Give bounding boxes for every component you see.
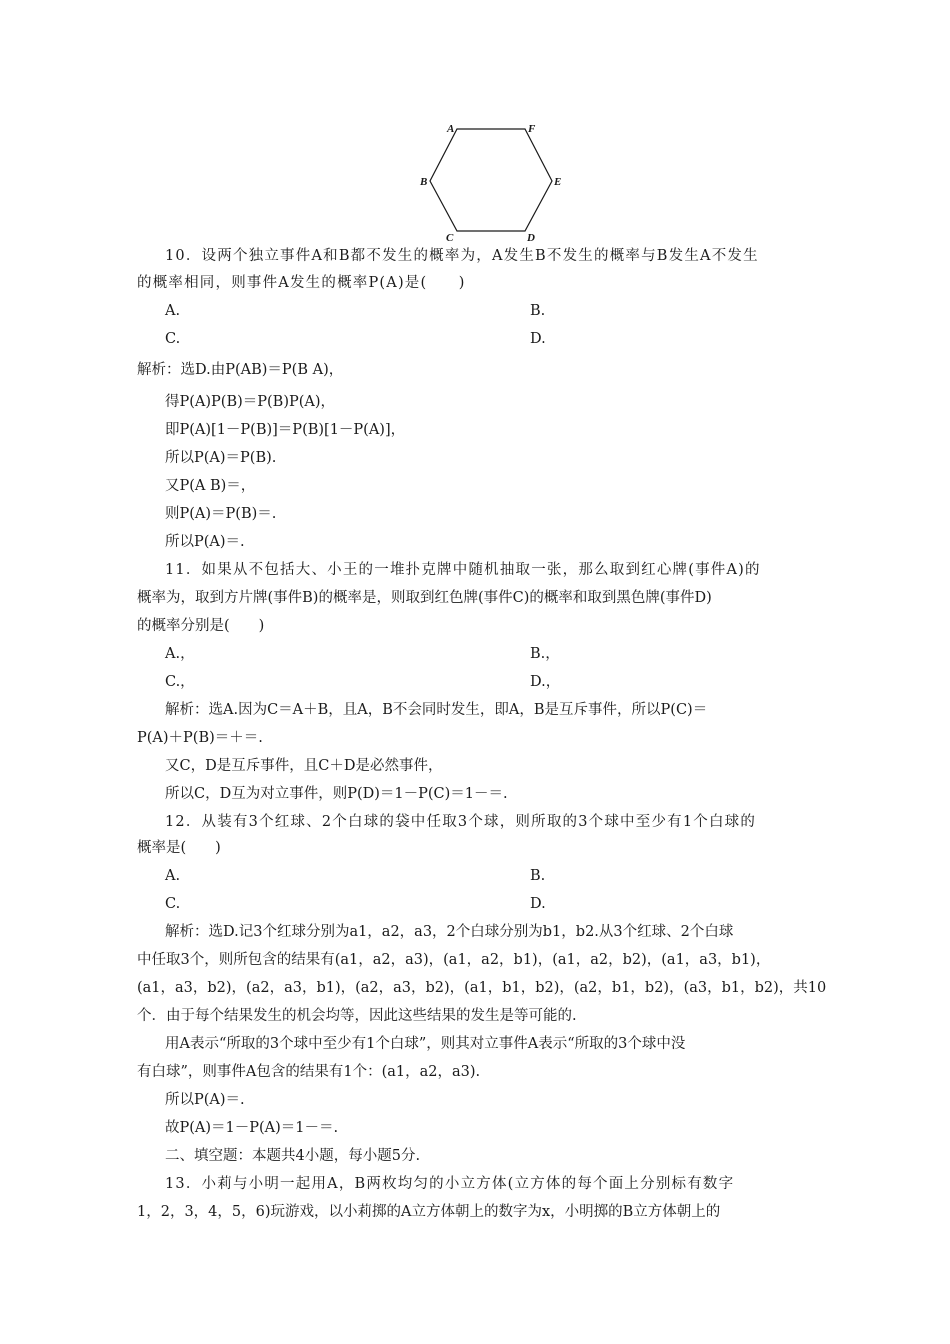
q12-option-a: A. bbox=[165, 868, 181, 884]
q12-solution-line6: 有白球”，则事件A包含的结果有1个：(a1，a2，a3). bbox=[137, 1064, 481, 1080]
q12-solution-line1: 解析：选D.记3个红球分别为a1，a2，a3，2个白球分别为b1，b2.从3个红球、2个白球 bbox=[165, 924, 734, 940]
hexagon-diagram bbox=[415, 118, 580, 243]
vertex-label-f: F bbox=[528, 123, 536, 135]
q12-option-c: C. bbox=[165, 896, 181, 912]
q10-solution-line4: 所以P(A)＝P(B). bbox=[165, 450, 277, 466]
q10-solution-line1: 解析：选D.由P(AB)＝P(B A)， bbox=[137, 362, 344, 378]
q11-stem-line3: 的概率分别是( ) bbox=[137, 618, 265, 634]
q11-stem-line1: 11．如果从不包括大、小王的一堆扑克牌中随机抽取一张，那么取到红心牌(事件A)的 bbox=[165, 562, 761, 578]
vertex-label-c: C bbox=[446, 232, 454, 243]
q10-solution-line2: 得P(A)P(B)＝P(B)P(A)， bbox=[165, 394, 336, 410]
q12-solution-line2: 中任取3个，则所包含的结果有(a1，a2，a3)，(a1，a2，b1)，(a1，a2，b2)，(a1，a3，b1)， bbox=[137, 952, 771, 968]
q12-stem-line1: 12．从装有3个红球、2个白球的袋中任取3个球，则所取的3个球中至少有1个白球的 bbox=[165, 814, 757, 830]
q10-solution-line7: 所以P(A)＝. bbox=[165, 534, 245, 550]
q11-stem-line2: 概率为，取到方片牌(事件B)的概率是，则取到红色牌(事件C)的概率和取到黑色牌(事件D) bbox=[137, 590, 712, 606]
q10-solution-line6: 则P(A)＝P(B)＝. bbox=[165, 506, 277, 522]
q10-option-d: D. bbox=[530, 331, 546, 347]
vertex-label-e: E bbox=[554, 176, 562, 188]
vertex-label-a: A bbox=[447, 123, 455, 135]
section-heading: 二、填空题：本题共4小题，每小题5分. bbox=[165, 1148, 421, 1164]
q11-solution-line4: 所以C，D互为对立事件，则P(D)＝1－P(C)＝1－＝. bbox=[165, 786, 508, 802]
q11-option-b: B.， bbox=[530, 646, 560, 662]
q12-solution-line4: 个．由于每个结果发生的机会均等，因此这些结果的发生是等可能的. bbox=[137, 1008, 577, 1024]
q11-option-a: A.， bbox=[165, 646, 195, 662]
q11-option-d: D.， bbox=[530, 674, 561, 690]
q12-solution-line7: 所以P(A)＝. bbox=[165, 1092, 245, 1108]
q11-solution-line3: 又C，D是互斥事件，且C＋D是必然事件， bbox=[165, 758, 443, 774]
q10-option-c: C. bbox=[165, 331, 181, 347]
q11-solution-line1: 解析：选A.因为C＝A＋B，且A，B不会同时发生，即A，B是互斥事件，所以P(C)＝ bbox=[165, 702, 708, 718]
q10-stem-line2: 的概率相同，则事件A发生的概率P(A)是( ) bbox=[137, 275, 466, 291]
q12-solution-line8: 故P(A)＝1－P(A)＝1－＝. bbox=[165, 1120, 339, 1136]
q10-stem-line1: 10．设两个独立事件A和B都不发生的概率为，A发生B不发生的概率与B发生A不发生 bbox=[165, 248, 759, 264]
q11-solution-line2: P(A)＋P(B)＝＋＝. bbox=[137, 730, 263, 746]
q13-stem-line1: 13．小莉与小明一起用A，B两枚均匀的小立方体(立方体的每个面上分别标有数字 bbox=[165, 1176, 735, 1192]
q12-solution-line3: (a1，a3，b2)，(a2，a3，b1)，(a2，a3，b2)，(a1，b1，b2)，(a2，b1，b2)，(a3，b1，b2)，共10 bbox=[137, 980, 827, 996]
vertex-label-d: D bbox=[527, 232, 535, 243]
q10-solution-line5: 又P(A B)＝， bbox=[165, 478, 256, 494]
hexagon-figure bbox=[415, 118, 580, 243]
q10-option-b: B. bbox=[530, 303, 546, 319]
q12-solution-line5: 用A表示“所取的3个球中至少有1个白球”，则其对立事件A表示“所取的3个球中没 bbox=[165, 1036, 686, 1052]
vertex-label-b: B bbox=[420, 176, 428, 188]
q11-option-c: C.， bbox=[165, 674, 195, 690]
q10-option-a: A. bbox=[165, 303, 181, 319]
q13-stem-line2: 1，2，3，4，5，6)玩游戏，以小莉掷的A立方体朝上的数字为x，小明掷的B立方体朝上的 bbox=[137, 1204, 721, 1220]
q12-option-d: D. bbox=[530, 896, 546, 912]
q10-solution-line3: 即P(A)[1－P(B)]＝P(B)[1－P(A)]， bbox=[165, 422, 406, 438]
q12-stem-line2: 概率是( ) bbox=[137, 840, 221, 856]
hexagon-shape bbox=[430, 129, 552, 231]
q12-option-b: B. bbox=[530, 868, 546, 884]
